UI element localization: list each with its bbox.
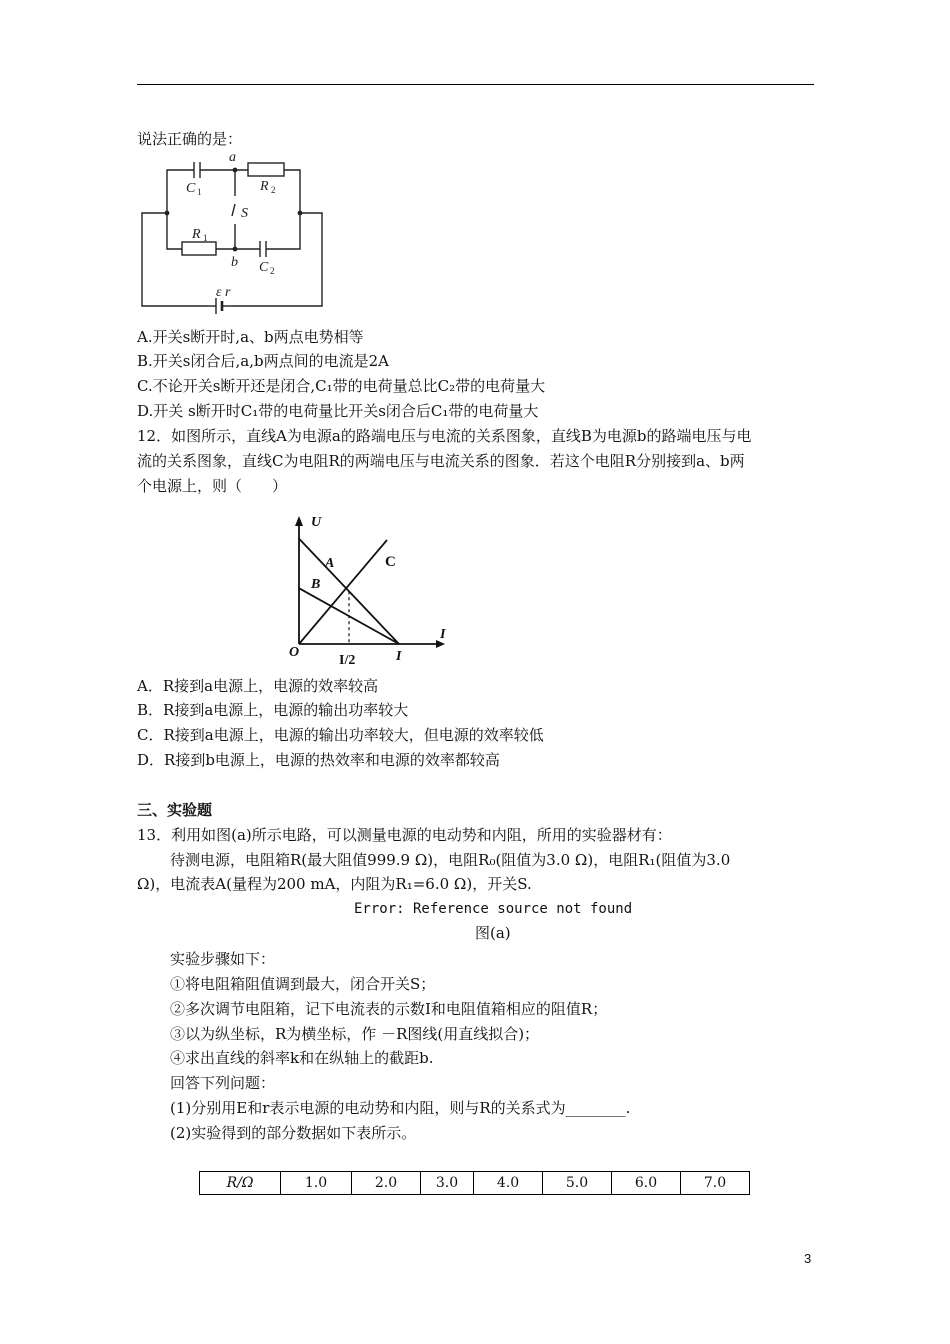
q11-option-d: D.开关 s断开时C₁带的电荷量比开关s闭合后C₁带的电荷量大 bbox=[137, 402, 539, 420]
q13-line-2: 待测电源，电阻箱R(最大阻值999.9 Ω)，电阻R₀(阻值为3.0 Ω)，电阻R₁(阻值为3.0 bbox=[170, 851, 731, 869]
svg-text:1: 1 bbox=[197, 187, 202, 197]
line-c bbox=[299, 540, 387, 644]
question-2: (2)实验得到的部分数据如下表所示。 bbox=[170, 1124, 417, 1142]
ui-graph bbox=[285, 510, 460, 672]
q12-option-c: C．R接到a电源上，电源的输出功率较大，但电源的效率较低 bbox=[137, 726, 544, 744]
q11-intro: 说法正确的是： bbox=[137, 130, 243, 148]
line-c-label: C bbox=[385, 554, 396, 570]
half-current-label: I/2 bbox=[339, 653, 356, 668]
step-4: ④求出直线的斜率k和在纵轴上的截距b. bbox=[170, 1049, 434, 1067]
step-3: ③以为纵坐标，R为横坐标，作 －R图线(用直线拟合)； bbox=[170, 1025, 540, 1043]
q12-option-d: D．R接到b电源上，电源的热效率和电源的效率都较高 bbox=[137, 751, 500, 769]
step-1: ①将电阻箱阻值调到最大，闭合开关S； bbox=[170, 975, 436, 993]
question-1: (1)分别用E和r表示电源的电动势和内阻，则与R的关系式为________. bbox=[170, 1099, 631, 1117]
table-cell: 7.0 bbox=[681, 1172, 750, 1195]
svg-text:1: 1 bbox=[203, 233, 208, 243]
figure-caption: 图(a) bbox=[475, 924, 511, 942]
table-cell: 4.0 bbox=[474, 1172, 543, 1195]
questions-title: 回答下列问题： bbox=[170, 1074, 276, 1092]
table-cell: 6.0 bbox=[612, 1172, 681, 1195]
axis-label-i: I bbox=[440, 627, 446, 642]
label-a: a bbox=[229, 150, 236, 165]
label-b: b bbox=[231, 255, 238, 270]
q12-line-1: 12．如图所示，直线A为电源a的路端电压与电流的关系图象，直线B为电源b的路端电压与电 bbox=[137, 427, 752, 445]
table-cell: 3.0 bbox=[421, 1172, 474, 1195]
label-r1: R bbox=[192, 227, 201, 242]
origin-label: O bbox=[289, 645, 300, 660]
error-reference: Error: Reference source not found bbox=[354, 901, 633, 917]
short-circuit-label: I bbox=[396, 649, 402, 664]
q13-line-3: Ω)，电流表A(量程为200 mA，内阻为R₁=6.0 Ω)，开关S. bbox=[137, 875, 532, 893]
section-title: 三、实验题 bbox=[137, 801, 213, 819]
table-cell: 5.0 bbox=[543, 1172, 612, 1195]
steps-title: 实验步骤如下： bbox=[170, 950, 276, 968]
q11-option-b: B.开关s闭合后,a,b两点间的电流是2A bbox=[137, 352, 389, 370]
table-cell: 1.0 bbox=[281, 1172, 352, 1195]
page-number: 3 bbox=[804, 1251, 812, 1266]
q11-option-a: A.开关s断开时,a、b两点电势相等 bbox=[137, 328, 364, 346]
q12-option-a: A．R接到a电源上，电源的效率较高 bbox=[137, 677, 379, 695]
q12-line-3: 个电源上，则（ ） bbox=[137, 477, 288, 495]
table-row bbox=[200, 1172, 750, 1195]
table-cell: 2.0 bbox=[352, 1172, 421, 1195]
label-c1: C bbox=[186, 181, 196, 196]
line-b-label: B bbox=[311, 577, 321, 592]
label-c2: C bbox=[259, 260, 269, 275]
q12-line-2: 流的关系图象，直线C为电阻R的两端电压与电流关系的图象．若这个电阻R分别接到a、b两 bbox=[137, 452, 745, 470]
header-rule bbox=[137, 84, 814, 85]
label-s: S bbox=[241, 206, 248, 221]
table-header-cell: R/Ω bbox=[200, 1172, 281, 1195]
label-r2: R bbox=[260, 179, 269, 194]
svg-text:2: 2 bbox=[271, 185, 276, 195]
q12-option-b: B．R接到a电源上，电源的输出功率较大 bbox=[137, 701, 409, 719]
svg-text:2: 2 bbox=[270, 266, 275, 276]
axis-label-u: U bbox=[311, 515, 322, 530]
line-a-label: A bbox=[325, 556, 335, 571]
data-table bbox=[199, 1171, 750, 1195]
q13-line-1: 13．利用如图(a)所示电路，可以测量电源的电动势和内阻，所用的实验器材有： bbox=[137, 826, 672, 844]
q11-option-c: C.不论开关s断开还是闭合,C₁带的电荷量总比C₂带的电荷量大 bbox=[137, 377, 546, 395]
label-emf: ε r bbox=[216, 285, 231, 300]
step-2: ②多次调节电阻箱，记下电流表的示数I和电阻值箱相应的阻值R； bbox=[170, 1000, 608, 1018]
circuit-diagram bbox=[138, 148, 338, 316]
